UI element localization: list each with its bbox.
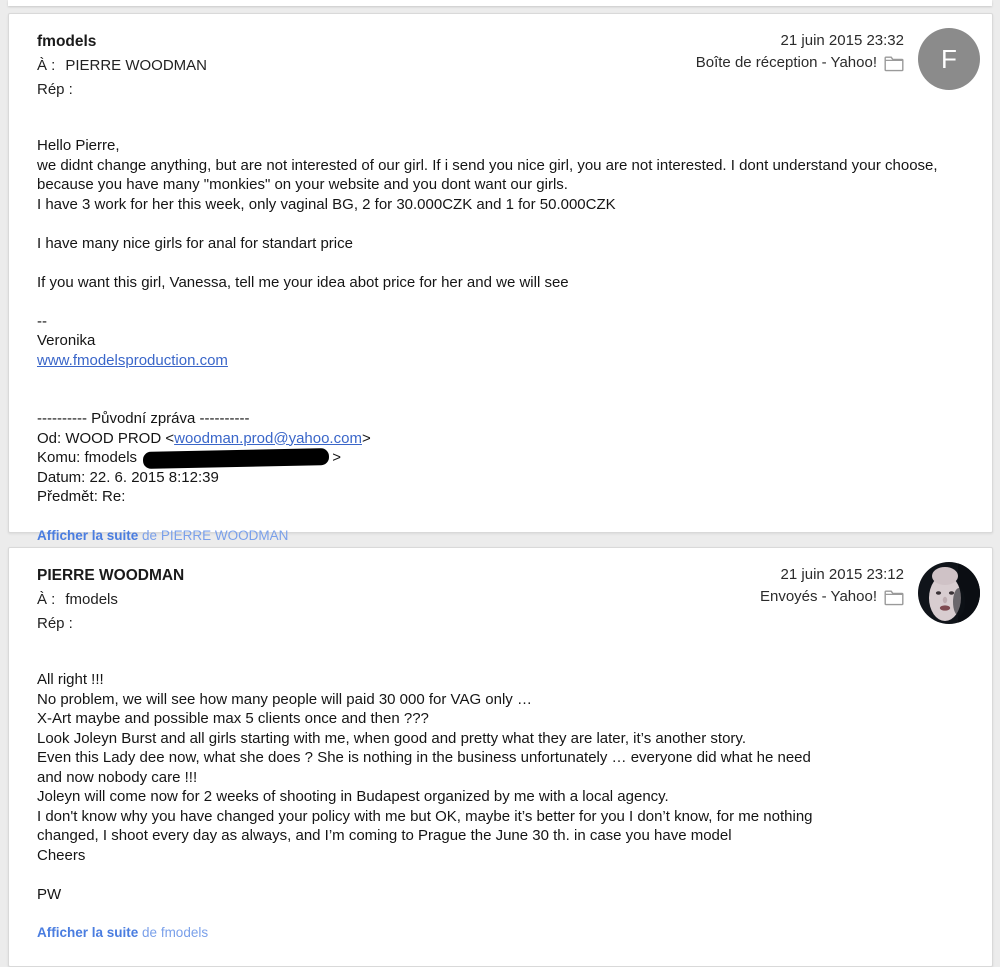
body-line: I don't know why you have changed your policy with me but OK, maybe it’s better for you I don’t know, for me nothing [37, 807, 813, 825]
show-more-row [9, 507, 992, 543]
body-line: Hello Pierre, [37, 137, 120, 154]
body-line [37, 865, 974, 885]
avatar-photo [918, 562, 980, 624]
body-line: -- [37, 312, 47, 330]
body-line [37, 390, 974, 410]
body-line: because you have many "monkies" on your website and you dont want our girls. [37, 176, 568, 193]
email-card-fmodels [8, 13, 993, 543]
email-body-link[interactable]: www.fmodelsproduction.com [37, 351, 228, 369]
email-header [9, 14, 992, 102]
email-card-pierre-woodman [8, 547, 993, 967]
to-value: fmodels [65, 591, 118, 608]
show-more-label: Afficher la suite [37, 925, 139, 940]
email-header-right [696, 30, 904, 74]
reply-label: Rép : [37, 81, 73, 98]
body-line: Od: WOOD PROD <woodman.prod@yahoo.com> [37, 429, 371, 447]
sender-name: PIERRE WOODMAN [37, 567, 185, 584]
redacted-email-address [143, 448, 329, 469]
body-line: Cheers [37, 846, 86, 864]
show-more-link[interactable] [37, 925, 208, 940]
body-line: Joleyn will come now for 2 weeks of shooting in Budapest organized by me with a local agency. [37, 788, 669, 805]
body-line: X-Art maybe and possible max 5 clients once and then ??? [37, 710, 429, 727]
body-line: Komu: fmodels > [37, 448, 974, 468]
email-body-link[interactable]: woodman.prod@yahoo.com [174, 429, 362, 447]
folder-label: Envoyés - Yahoo! [759, 588, 877, 605]
body-line: I have 3 work for her this week, only vaginal BG, 2 for 30.000CZK and 1 for 50.000CZK [37, 195, 616, 213]
body-line [37, 253, 974, 273]
to-label: À : [37, 57, 56, 74]
reply-row [37, 78, 972, 102]
reply-row [37, 612, 972, 636]
show-more-row [9, 904, 992, 940]
folder-icon [884, 56, 904, 72]
folder-icon [884, 590, 904, 606]
sender-name: fmodels [37, 33, 97, 50]
avatar-letter: F [941, 43, 957, 74]
adjacent-card-edge [8, 0, 992, 6]
reply-label: Rép : [37, 615, 73, 632]
folder-row [696, 52, 904, 74]
email-date: 21 juin 2015 23:32 [780, 32, 904, 49]
body-line: changed, I shoot every day as always, and I’m coming to Prague the June 30 th. in case you have model [37, 827, 732, 844]
body-line [37, 292, 974, 312]
body-line: I have many nice girls for anal for standart price [37, 234, 353, 252]
email-header-right [760, 564, 904, 608]
body-line: Předmět: Re: [37, 488, 126, 505]
avatar-photo-image [918, 562, 980, 624]
body-line: Even this Lady dee now, what she does ? She is nothing in the business unfortunately … everyone did what he need [37, 749, 811, 766]
body-line: Datum: 22. 6. 2015 8:12:39 [37, 468, 219, 486]
body-line: we didnt change anything, but are not interested of our girl. If i send you nice girl, you are not interested. I dont understand your choose, [37, 156, 938, 174]
body-line: Veronika [37, 332, 96, 349]
email-header [9, 548, 992, 636]
email-body [9, 636, 992, 904]
body-line [37, 214, 974, 234]
body-line [37, 370, 974, 390]
to-label: À : [37, 591, 56, 608]
body-line: and now nobody care !!! [37, 768, 198, 786]
body-line: All right !!! [37, 671, 104, 688]
body-line: If you want this girl, Vanessa, tell me your idea abot price for her and we will see [37, 273, 569, 291]
email-body [9, 102, 992, 507]
show-more-target: de fmodels [142, 925, 209, 940]
body-line [37, 351, 974, 371]
show-more-target: de PIERRE WOODMAN [142, 527, 289, 543]
show-more-link[interactable] [37, 528, 288, 543]
avatar-initial [918, 28, 980, 90]
email-date: 21 juin 2015 23:12 [780, 566, 904, 583]
folder-row [760, 586, 904, 608]
show-more-label: Afficher la suite [37, 527, 139, 543]
to-value: PIERRE WOODMAN [65, 57, 208, 74]
folder-label: Boîte de réception - Yahoo! [695, 54, 877, 71]
body-line: No problem, we will see how many people will paid 30 000 for VAG only … [37, 690, 532, 708]
body-line: ---------- Původní zpráva ---------- [37, 410, 250, 427]
body-line: Look Joleyn Burst and all girls starting with me, when good and pretty what they are later, it’s another story. [37, 729, 746, 747]
body-line: PW [37, 885, 62, 903]
